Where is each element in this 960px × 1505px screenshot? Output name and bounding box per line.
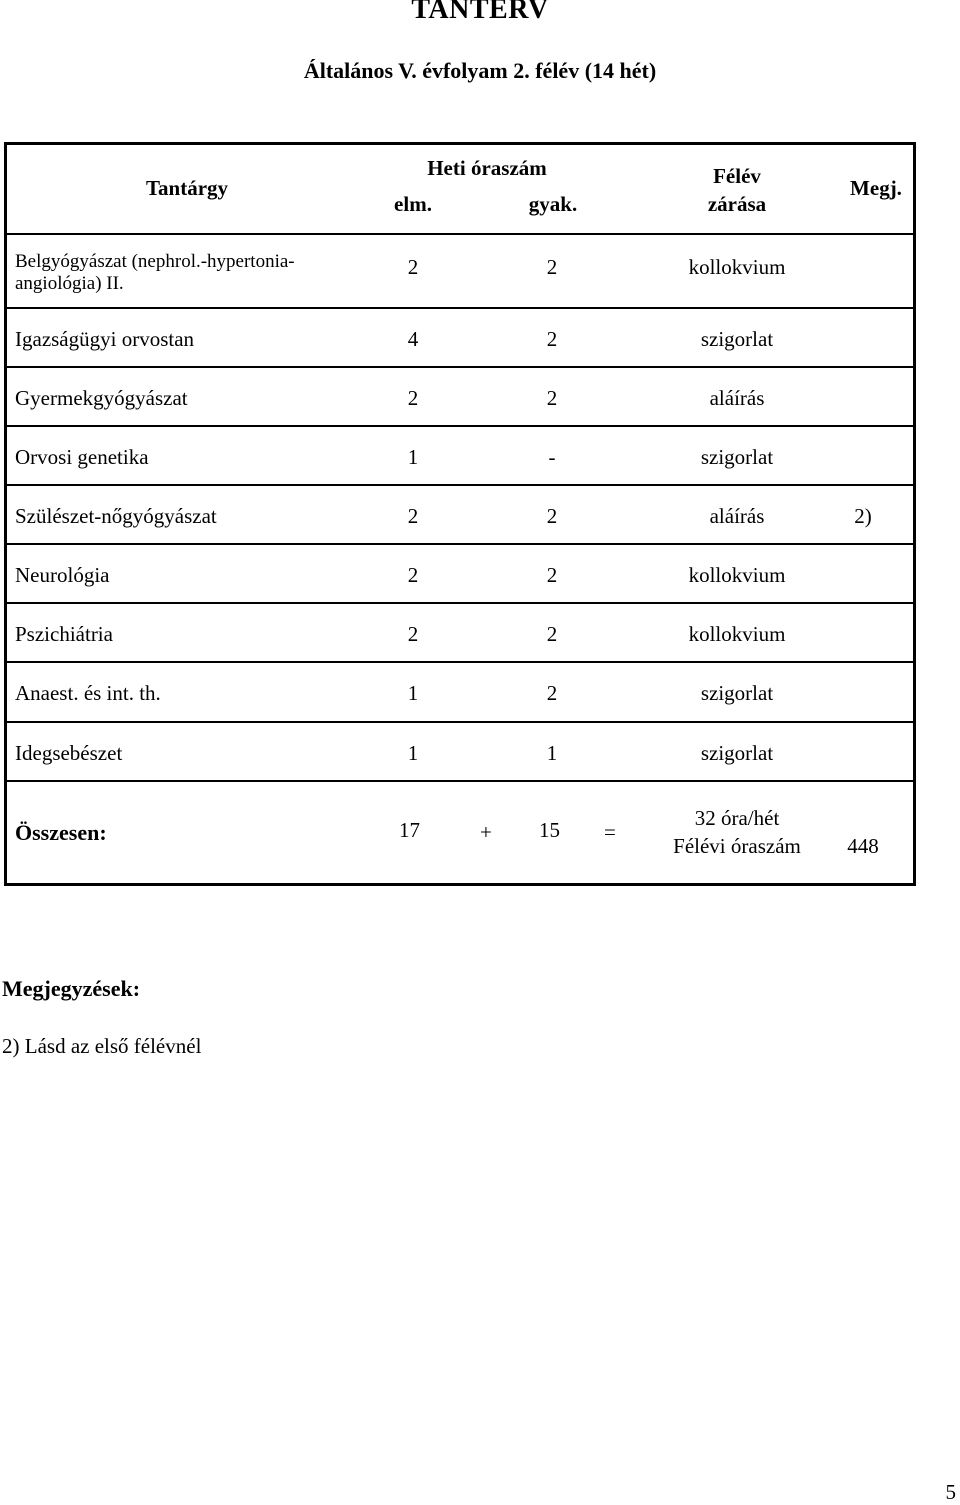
row-exam: aláírás bbox=[709, 504, 765, 528]
row-exam: szigorlat bbox=[700, 741, 774, 765]
row-exam: kollokvium bbox=[688, 255, 786, 279]
header-gyak: gyak. bbox=[528, 192, 578, 216]
table-row bbox=[7, 427, 913, 484]
notes-title: Megjegyzések: bbox=[2, 976, 141, 1001]
row-gyak: 2 bbox=[546, 504, 558, 528]
row-gyak: 2 bbox=[546, 386, 558, 410]
row-subject: Neurológia bbox=[15, 563, 110, 587]
header-weekly-hours: Heti óraszám bbox=[427, 156, 547, 180]
row-elm: 2 bbox=[407, 504, 419, 528]
row-elm: 1 bbox=[407, 681, 419, 705]
row-gyak: 2 bbox=[546, 681, 558, 705]
header-elm: elm. bbox=[394, 192, 432, 216]
row-gyak: 2 bbox=[546, 622, 558, 646]
row-exam: szigorlat bbox=[700, 681, 774, 705]
row-elm: 2 bbox=[407, 622, 419, 646]
row-subject: Orvosi genetika bbox=[15, 445, 149, 469]
total-semester-label: Félévi óraszám bbox=[673, 834, 801, 858]
header-semester-line2: zárása bbox=[707, 192, 767, 216]
table-row bbox=[7, 723, 913, 780]
row-subject: Igazságügyi orvostan bbox=[15, 327, 195, 351]
total-elm: 17 bbox=[399, 818, 420, 842]
total-semester-value: 448 bbox=[847, 834, 879, 858]
row-elm: 2 bbox=[407, 563, 419, 587]
total-label: Összesen: bbox=[15, 820, 107, 845]
row-elm: 2 bbox=[407, 255, 419, 279]
table-row bbox=[7, 545, 913, 602]
table-row bbox=[7, 486, 913, 543]
row-subject: Pszichiátria bbox=[15, 622, 113, 646]
notes-item: 2) Lásd az első félévnél bbox=[2, 1034, 202, 1058]
total-gyak: 15 bbox=[539, 818, 560, 842]
row-subject: Idegsebészet bbox=[15, 741, 123, 765]
header-note: Megj. bbox=[850, 176, 902, 200]
page-number: 5 bbox=[945, 1480, 956, 1504]
header-semester-line1: Félév bbox=[713, 164, 761, 188]
total-weekly: 32 óra/hét bbox=[694, 806, 780, 830]
total-row bbox=[7, 782, 913, 880]
row-subject: Szülészet-nőgyógyászat bbox=[15, 504, 217, 528]
table-row bbox=[7, 235, 913, 307]
curriculum-table bbox=[4, 142, 916, 886]
row-elm: 4 bbox=[407, 327, 419, 351]
document-title: TANTERV bbox=[411, 0, 549, 25]
row-subject: Anaest. és int. th. bbox=[15, 681, 161, 705]
row-elm: 1 bbox=[407, 445, 419, 469]
row-note: 2) bbox=[854, 504, 872, 528]
row-exam: aláírás bbox=[709, 386, 765, 410]
row-elm: 2 bbox=[407, 386, 419, 410]
row-subject: Belgyógyászat (nephrol.-hypertonia- angiológia) II. bbox=[15, 251, 295, 294]
document-subtitle: Általános V. évfolyam 2. félév (14 hét) bbox=[303, 58, 657, 83]
row-gyak: 2 bbox=[546, 563, 558, 587]
row-exam: kollokvium bbox=[688, 563, 786, 587]
row-subject: Gyermekgyógyászat bbox=[15, 386, 188, 410]
table-row bbox=[7, 368, 913, 425]
row-exam: szigorlat bbox=[700, 445, 774, 469]
row-exam: kollokvium bbox=[688, 622, 786, 646]
row-gyak: 1 bbox=[546, 741, 558, 765]
table-row bbox=[7, 309, 913, 366]
row-gyak: - bbox=[548, 445, 556, 469]
row-exam: szigorlat bbox=[700, 327, 774, 351]
row-gyak: 2 bbox=[546, 255, 558, 279]
row-gyak: 2 bbox=[546, 327, 558, 351]
header-subject: Tantárgy bbox=[145, 176, 229, 200]
table-row bbox=[7, 604, 913, 661]
total-plus: + bbox=[480, 820, 492, 844]
total-equals: = bbox=[604, 820, 616, 844]
table-row bbox=[7, 663, 913, 721]
row-elm: 1 bbox=[407, 741, 419, 765]
